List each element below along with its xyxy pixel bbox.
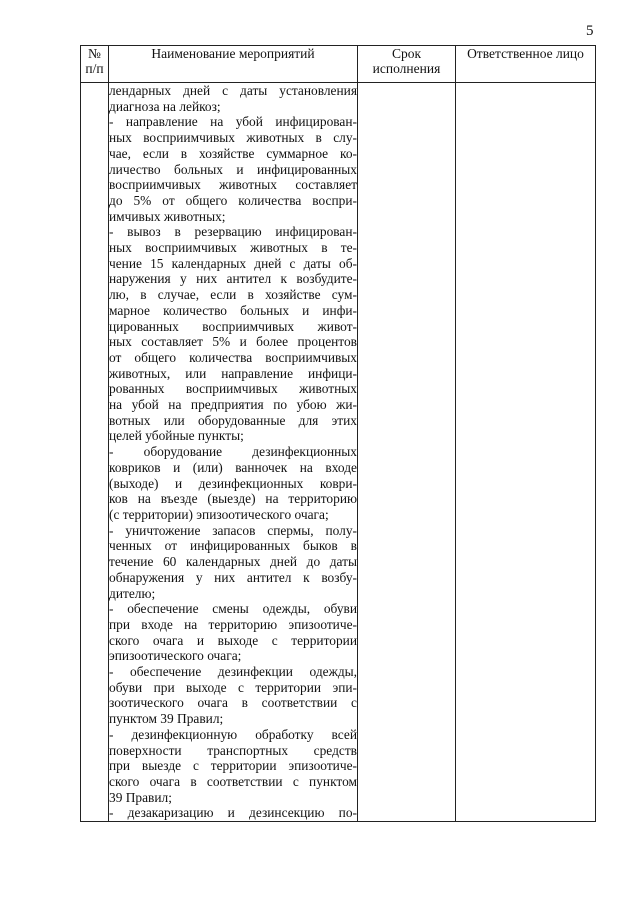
measure-text-line: наружения у них антител к возбудите- bbox=[109, 271, 357, 287]
table-header-row bbox=[81, 46, 596, 83]
measure-text-line: диагноза на лейкоз; bbox=[109, 98, 221, 114]
page-number: 5 bbox=[586, 23, 594, 39]
measure-text-line: ковриков и (или) ванночек на входе bbox=[109, 459, 357, 475]
header-deadline bbox=[358, 46, 456, 83]
measure-text-line: ных составляет 5% и более процентов bbox=[109, 334, 357, 350]
measure-text-line: поверхности транспортных средств bbox=[109, 742, 357, 758]
measure-text-line: ных восприимчивых животных в слу- bbox=[109, 130, 357, 146]
measure-text-line: пунктом 39 Правил; bbox=[109, 711, 224, 727]
measure-text-line: зоотического очага в соответствии с bbox=[109, 695, 357, 711]
header-responsible bbox=[456, 46, 596, 83]
row-number-cell bbox=[81, 83, 109, 822]
measure-text-line: цированных восприимчивых живот- bbox=[109, 318, 357, 334]
measure-text-line: - дезинфекционную обработку всей bbox=[109, 726, 357, 742]
measure-text-line: ского очага в соответствии с пунктом bbox=[109, 773, 357, 789]
measure-text-line: чение 15 календарных дней с даты об- bbox=[109, 255, 357, 271]
measure-text-line: обнаружения у них антител к возбу- bbox=[109, 569, 357, 585]
header-responsible-line: Ответственное лицо bbox=[467, 46, 584, 61]
measure-text-line: - уничтожение запасов спермы, полу- bbox=[109, 522, 357, 538]
header-deadline-line: исполнения bbox=[372, 61, 441, 76]
measure-text-line: - вывоз в резервацию инфицирован- bbox=[109, 224, 357, 240]
header-deadline-line: Срок bbox=[391, 46, 422, 61]
measures-table bbox=[80, 45, 596, 822]
measure-text-line: ченных от инфицированных быков в bbox=[109, 538, 357, 554]
measure-text-line: животных, или направление инфици- bbox=[109, 365, 357, 381]
measures-text-cell bbox=[109, 83, 358, 822]
measure-text-line: целей убойные пункты; bbox=[109, 428, 244, 444]
measure-text-line: личество больных и инфицированных bbox=[109, 161, 357, 177]
table-row bbox=[81, 83, 596, 822]
responsible-cell bbox=[456, 83, 596, 822]
measure-text-line: - обеспечение дезинфекции одежды, bbox=[109, 664, 357, 680]
deadline-cell bbox=[358, 83, 456, 822]
measure-text-line: лю, в случае, если в хозяйстве сум- bbox=[109, 287, 357, 303]
measure-text-line: марное количество больных и инфи- bbox=[109, 302, 357, 318]
measure-text-line: - оборудование дезинфекционных bbox=[109, 444, 357, 460]
measure-text-line: восприимчивых животных составляет bbox=[109, 177, 357, 193]
header-number bbox=[81, 46, 109, 83]
measure-text-line: на убой на предприятия по убою жи- bbox=[109, 397, 357, 413]
measure-text-line: имчивых животных; bbox=[109, 208, 226, 224]
measure-text-line: при выезде с территории эпизоотиче- bbox=[109, 758, 357, 774]
measure-text-line: лендарных дней с даты установления bbox=[109, 83, 357, 98]
measure-text-line: 39 Правил; bbox=[109, 789, 172, 805]
header-number-line: № bbox=[88, 46, 101, 61]
measure-text-line: при входе на территорию эпизоотиче- bbox=[109, 616, 357, 632]
measure-text-line: обуви при выходе с территории эпи- bbox=[109, 679, 357, 695]
measure-text-line: ков на въезде (выезде) на территорию bbox=[109, 491, 357, 507]
measure-text-line: эпизоотического очага; bbox=[109, 648, 242, 664]
header-number-line: п/п bbox=[85, 61, 104, 76]
measure-text-line: рованных восприимчивых животных bbox=[109, 381, 357, 397]
measure-text-line: дителю; bbox=[109, 585, 156, 601]
measure-text-line: (выходе) и дезинфекционных коври- bbox=[109, 475, 357, 491]
measure-text-line: - дезакаризацию и дезинсекцию по- bbox=[109, 805, 357, 821]
measure-text-line: - обеспечение смены одежды, обуви bbox=[109, 601, 357, 617]
measure-text-line: - направление на убой инфицирован- bbox=[109, 114, 357, 130]
measure-text-line: от общего количества восприимчивых bbox=[109, 349, 357, 365]
measure-text-line: ных восприимчивых животных в те- bbox=[109, 240, 357, 256]
measure-text-line: до 5% от общего количества воспри- bbox=[109, 192, 357, 208]
measure-text-line: (с территории) эпизоотического очага; bbox=[109, 506, 329, 522]
header-measures-line: Наименование мероприятий bbox=[151, 46, 315, 61]
measure-text-line: ского очага и выходе с территории bbox=[109, 632, 357, 648]
measure-text-line: течение 60 календарных дней до даты bbox=[109, 554, 357, 570]
measure-text-line: вотных или оборудованные для этих bbox=[109, 412, 357, 428]
header-measures bbox=[109, 46, 358, 83]
measure-text-line: чае, если в хозяйстве суммарное ко- bbox=[109, 145, 357, 161]
